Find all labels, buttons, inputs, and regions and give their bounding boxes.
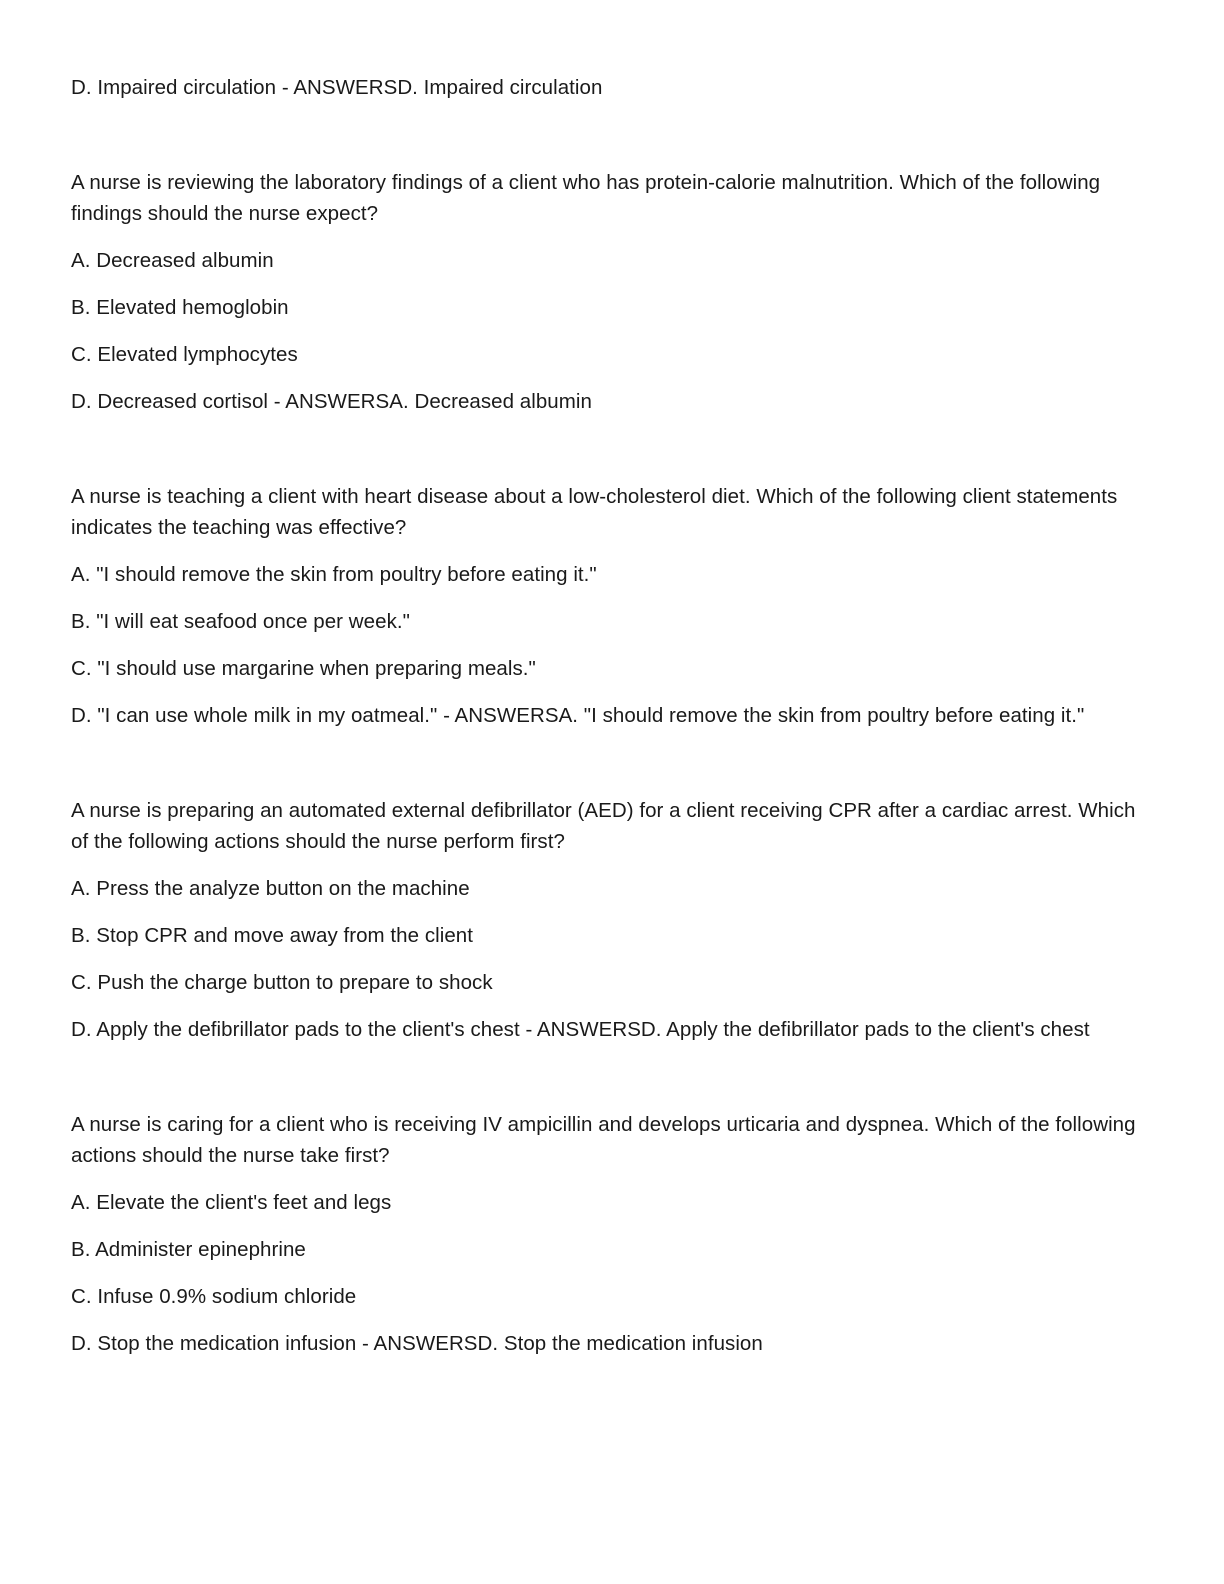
answer-option: A. Elevate the client's feet and legs bbox=[71, 1191, 392, 1214]
question-stem: A nurse is reviewing the laboratory findings of a client who has protein-calorie malnutrition. Which of the following findings should the nurse expect? bbox=[71, 170, 1101, 225]
answer-option: C. Push the charge button to prepare to shock bbox=[71, 971, 493, 994]
answer-option: A. Decreased albumin bbox=[71, 249, 274, 272]
question-stem: A nurse is preparing an automated external defibrillator (AED) for a client receiving CPR after a cardiac arrest. Which of the following actions should the nurse perform first? bbox=[71, 798, 1136, 853]
answer-option: A. Press the analyze button on the machine bbox=[71, 877, 470, 900]
answer-option: B. Stop CPR and move away from the client bbox=[71, 924, 473, 947]
answer-option: C. Infuse 0.9% sodium chloride bbox=[71, 1285, 357, 1308]
question-block bbox=[71, 795, 1146, 1046]
answer-option-with-key: D. Decreased cortisol - ANSWERSA. Decreased albumin bbox=[71, 390, 592, 413]
question-block bbox=[71, 167, 1146, 418]
question-block bbox=[71, 481, 1146, 732]
answer-option: C. "I should use margarine when preparing meals." bbox=[71, 657, 536, 680]
answer-option-with-key: D. Apply the defibrillator pads to the client's chest - ANSWERSD. Apply the defibrillator pads to the client's chest bbox=[71, 1018, 1090, 1041]
answer-option: B. Administer epinephrine bbox=[71, 1238, 306, 1261]
answer-option: B. "I will eat seafood once per week." bbox=[71, 610, 410, 633]
question-stem: A nurse is teaching a client with heart disease about a low-cholesterol diet. Which of the following client statements indicates the teaching was effective? bbox=[71, 484, 1118, 539]
question-block bbox=[71, 1109, 1146, 1360]
answer-option: C. Elevated lymphocytes bbox=[71, 343, 298, 366]
question-stem: A nurse is caring for a client who is receiving IV ampicillin and develops urticaria and dyspnea. Which of the following actions should the nurse take first? bbox=[71, 1112, 1136, 1167]
answer-option: A. "I should remove the skin from poultry before eating it." bbox=[71, 563, 597, 586]
previous-answer-line: D. Impaired circulation - ANSWERSD. Impaired circulation bbox=[71, 76, 603, 99]
answer-option-with-key: D. Stop the medication infusion - ANSWERSD. Stop the medication infusion bbox=[71, 1332, 763, 1355]
answer-option-with-key: D. "I can use whole milk in my oatmeal." - ANSWERSA. "I should remove the skin from poultry before eating it." bbox=[71, 704, 1085, 727]
answer-option: B. Elevated hemoglobin bbox=[71, 296, 289, 319]
document-page bbox=[71, 72, 1146, 1375]
